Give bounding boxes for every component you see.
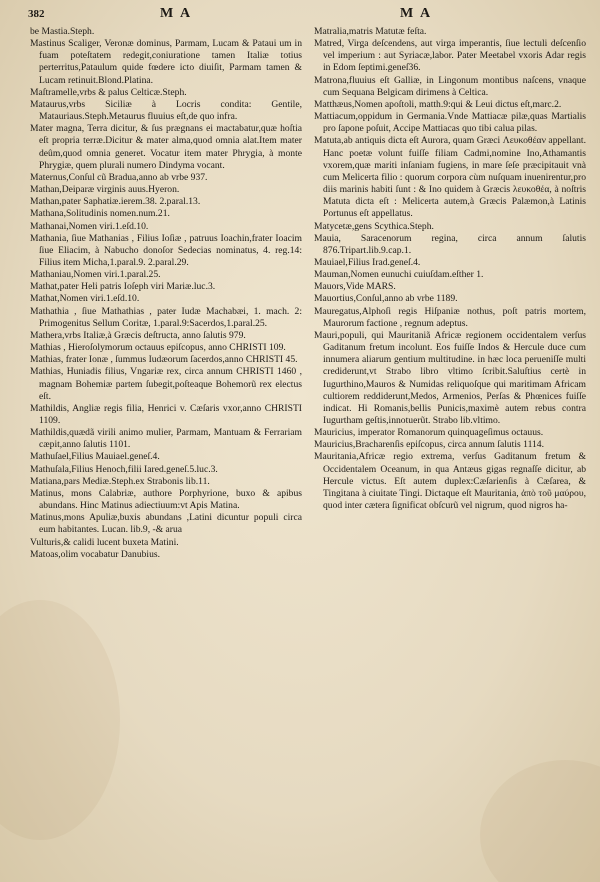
dictionary-entry: Mathania, ſiue Mathanias , Filius Ioſiæ , patruus Ioachin,frater Ioacim ſiue Eliacim, à Nabucho donoſor Sedecias nominatus, 4. reg.14: Filius item Micha,1.paral.9. 2.paral.29. (30, 232, 302, 268)
dictionary-entry: Maſtramelle,vrbs & palus Celticæ.Steph. (30, 86, 187, 98)
dictionary-entry: Mauia, Saracenorum regina, circa annum ſalutis 876.Tripart.lib.9.cap.1. (314, 232, 586, 256)
dictionary-entry: Mathias , Hieroſolymorum octauus epiſcopus, anno CHRISTI 109. (30, 342, 286, 354)
dictionary-entry: Matrona,fluuius eſt Galliæ, in Lingonum montibus naſcens, vnaque cum Sequana Belgicam dirimens à Celtica. (314, 74, 586, 98)
dictionary-entry: Mathat,pater Heli patris Ioſeph viri Mariæ.luc.3. (30, 281, 216, 293)
dictionary-entry: Mathildis,quædã virili animo mulier, Parmam, Mantuam & Ferrariam cæpit,anno ſalutis 1101. (30, 427, 302, 451)
dictionary-entry: Matred, Virga deſcendens, aut virga imperantis, ſiue lectuli deſcenſio vel imperium : aut Syriacæ,labor. Pater Meetabel vxoris Adar regis in Edom ſeptimi.geneſ36. (314, 38, 586, 74)
dictionary-entry: Mastinus Scaliger, Veronæ dominus, Parmam, Lucam & Pataui um in fuam poteſtatem redegit,coniuratione tamen Italiæ totius perterritus,Pataulum quide fœdere icto diuiſit, Parmam tamen & Lucam retinuit.Blond.Platina. (30, 38, 302, 86)
right-column (314, 26, 586, 512)
dictionary-entry: Mauri,populi, qui Mauritaniã Africæ regionem occidentalem verſus Gaditanum fretum incolunt. Eos fuiſſe Indos & Hercule duce cum innumera aliarum gentium multitudine. in hæc loca perueniſſe multi crediderunt,vt Strabo libro vltimo ſcribit.Saluſtius certè in Iugurthino,Mauros & Numidas reliquoſque qui maritimam Africam cultiorem reddiderunt,Medos, Armenios, Perſas & Phœnices fuiſſe indicat. Hi Romanis,bellis Punicis,maximè autem rebus contra Iugurtham geſtis,innotuerũt. Strabo lib.vltimo. (314, 329, 586, 426)
page-number: 382 (28, 8, 45, 20)
dictionary-entry: Matycetæ,gens Scythica.Steph. (314, 220, 434, 232)
left-column (30, 26, 302, 561)
dictionary-entry: Mater magna, Terra dicitur, & ſus prægnans ei mactabatur,quæ hoſtia eſt propria terræ.Dicitur & mater alma,quod omnia alat.Item mater deûm,quod omnia generet. Vocatur item mater Phrygia, à monte Phrygiæ, quem plurali numero Dindyma vocant. (30, 123, 302, 171)
dictionary-entry: Mathias, frater Ionæ , ſummus Iudæorum ſacerdos,anno CHRISTI 45. (30, 354, 298, 366)
dictionary-entry: Matralia,matris Matutæ feſta. (314, 26, 427, 37)
dictionary-entry: Mauortius,Conſul,anno ab vrbe 1189. (314, 293, 458, 305)
dictionary-entry: Mauricius, imperator Romanorum quinquageſimus octauus. (314, 427, 544, 439)
dictionary-entry: Mauiael,Filius Irad.geneſ.4. (314, 256, 421, 268)
dictionary-entry: Mathathia , ſiue Mathathias , pater Iudæ Machabæi, 1. mach. 2: Primogenitus Sellum Coritæ, 1.paral.9:Sacerdos,1.paral.25. (30, 305, 302, 329)
paper-stain (480, 760, 600, 882)
dictionary-entry: Mathuſala,Filius Henoch,filii Iared.geneſ.5.luc.3. (30, 463, 218, 475)
dictionary-entry: Matinus, mons Calabriæ, authore Porphyrione, buxo & apibus abundans. Hinc Matinus adiectiuum:vt Apis Matina. (30, 487, 302, 512)
dictionary-entry: Matthæus,Nomen apoſtoli, matth.9:qui & Leui dictus eſt,marc.2. (314, 98, 562, 110)
dictionary-entry: Mauritania,Africæ regio extrema, verſus Gaditanum fretum & Occidentalem Oceanum, in qua Antæus gigas regnaſſe dicitur, ab Hercule victus. Eſt autem duplex:Cæſarienſis à Cæſarea, & Tingitana à ciuitate Tingi. Dictaque eſt Mauritania, ἀπὸ τοῦ μαύρου, quod inter cætera ſignificat obſcurũ vel nigrum, quod nigros ha- (314, 451, 586, 512)
paper-stain (0, 600, 120, 840)
dictionary-entry: Mathuſael,Filius Mauiael.geneſ.4. (30, 451, 160, 463)
dictionary-entry: Mathera,vrbs Italiæ,à Græcis deſtructa, anno ſalutis 979. (30, 329, 246, 341)
dictionary-entry: Mauregatus,Alphoſi regis Hiſpaniæ nothus, poſt patris mortem, Maurorum factione , regnum adeptus. (314, 305, 586, 329)
dictionary-entry: be Mastia.Steph. (30, 26, 95, 37)
dictionary-entry: Mathias, Huniadis filius, Vngariæ rex, circa annum CHRISTI 1460 , magnam Bohemiæ partem ſubegit,poſteaque Bohemorũ rex electus eſt. (30, 366, 302, 402)
dictionary-entry: Maternus,Conſul cũ Bradua,anno ab vrbe 937. (30, 171, 208, 183)
dictionary-entry: Mathan,pater Saphatiæ.ierem.38. 2.paral.13. (30, 196, 201, 208)
dictionary-entry: Matinus,mons Apuliæ,buxis abundans ,Latini dicuntur populi circa eum habitantes. Lucan. lib.9, -& arua (30, 512, 302, 536)
dictionary-entry: Mattiacum,oppidum in Germania.Vnde Mattiacæ pilæ,quas Martialis pro ſapone poſuit, Accipe Mattiacas quo tibi calua pilas. (314, 111, 586, 135)
dictionary-entry: Mathildis, Angliæ regis filia, Henrici v. Cæſaris vxor,anno CHRISTI 1109. (30, 402, 302, 426)
dictionary-entry: Matuta,ab antiquis dicta eſt Aurora, quam Græci Λευκοθέαν appellant. Hanc poetæ volunt fuiſſe filiam Cadmi,nomine Ino,Athamantis vxorem,quæ mariti inſaniam fugiens, in mare ſeſe præcipitauit vnà cum Melicerta filio : quorum corpora cùm nuſquam inuenirentur,pro diis marinis habiti ſunt : & Ino quidem à Græcis λευκοθέα, à noſtris Matuta dicta eſt : Melicerta autem,à Græcis Palæmon,à Latinis Portunus eſt appellatus. (314, 135, 586, 220)
dictionary-entry: Mathaniau,Nomen viri.1.paral.25. (30, 269, 161, 281)
dictionary-entry: Mauors,Vide MARS. (314, 281, 396, 293)
running-head-right: M A (400, 6, 433, 21)
dictionary-entry: Vulturis,& calidi lucent buxeta Matini. (30, 536, 179, 548)
dictionary-entry: Mathat,Nomen viri.1.eſd.10. (30, 293, 140, 305)
dictionary-entry: Mauricius,Bracharenſis epiſcopus, circa annum ſalutis 1114. (314, 439, 545, 451)
dictionary-entry: Mataurus,vrbs Siciliæ à Locris condita: Gentile, Matauriaus.Steph.Metaurus fluuius eſt,de quo infra. (30, 98, 302, 123)
dictionary-entry: Mauman,Nomen eunuchi cuiuſdam.eſther 1. (314, 269, 484, 281)
dictionary-entry: Mathanai,Nomen viri.1.eſd.10. (30, 220, 149, 232)
dictionary-entry: Mathan,Deiparæ virginis auus.Hyeron. (30, 184, 180, 196)
running-head-left: M A (160, 6, 193, 21)
dictionary-entry: Matoas,olim vocabatur Danubius. (30, 548, 161, 560)
dictionary-entry: Matiana,pars Mediæ.Steph.ex Strabonis lib.11. (30, 475, 210, 487)
dictionary-entry: Mathana,Solitudinis nomen.num.21. (30, 208, 170, 220)
